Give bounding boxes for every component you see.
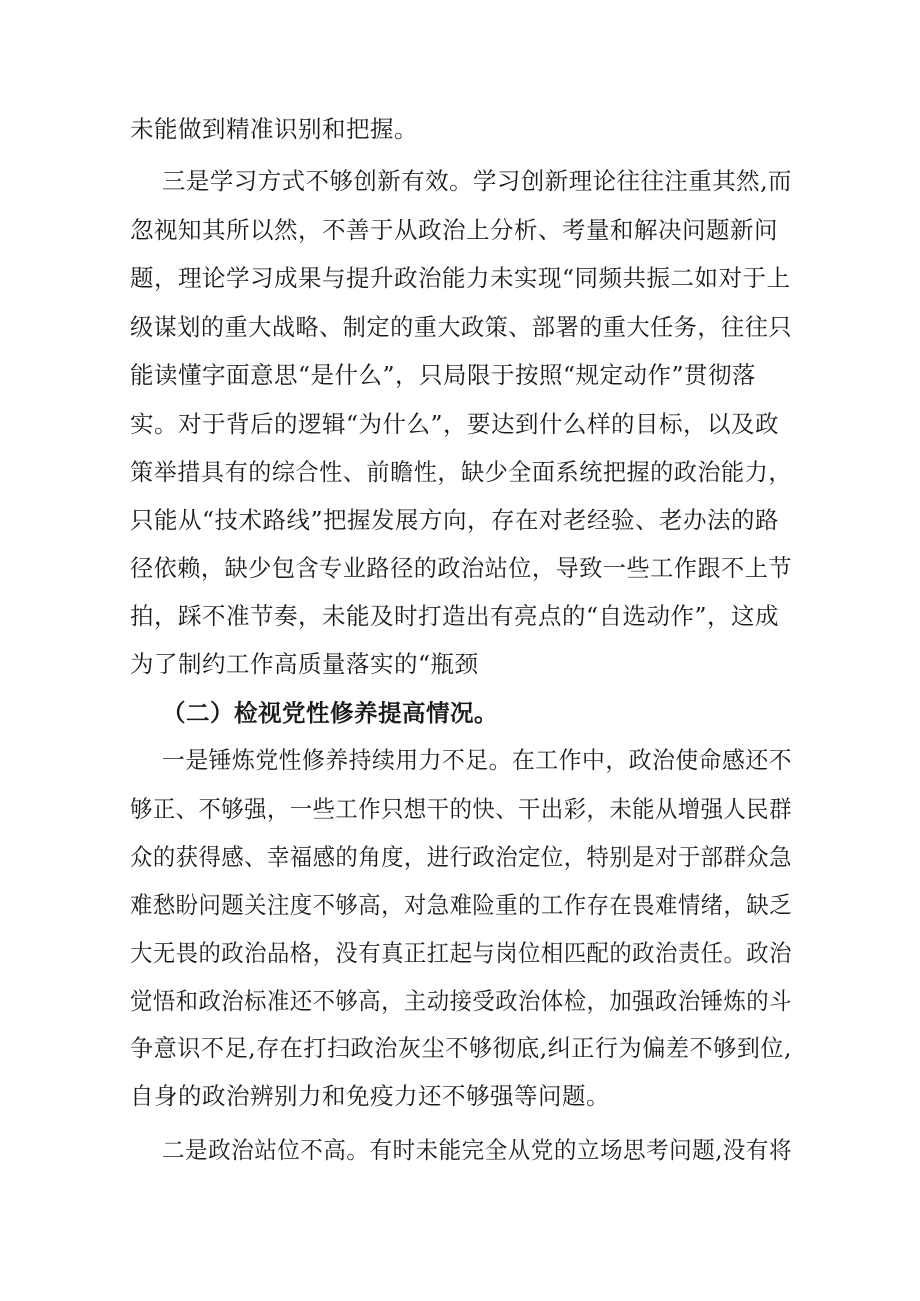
- text-line: 径依赖，缺少包含专业路径的政治站位，导致一些工作跟不上节: [130, 554, 792, 582]
- text-line: 忽视知其所以然，不善于从政治上分析、考量和解决问题新问: [130, 216, 778, 244]
- text-line: 未能做到精准识别和把握。: [130, 115, 418, 143]
- paragraph-first-line: 三是学习方式不够创新有效。学习创新理论往往注重其然,而: [162, 167, 792, 195]
- text-line: 够正、不够强，一些工作只想干的快、干出彩，未能从增强人民群: [130, 795, 792, 823]
- text-line: 自身的政治辨别力和免疫力还不够强等问题。: [130, 1082, 610, 1110]
- text-line: 拍，踩不准节奏，未能及时打造出有亮点的“自选动作”，这成: [130, 602, 780, 630]
- text-line: 实。对于背后的逻辑“为什么”，要达到什么样的目标，以及政: [130, 410, 780, 438]
- text-line: 题，理论学习成果与提升政治能力未实现“同频共振二如对于上: [130, 264, 791, 292]
- text-line: 能读懂字面意思“是什么”，只局限于按照“规定动作”贯彻落: [130, 361, 757, 389]
- paragraph-first-line: 一是锤炼党性修养持续用力不足。在工作中，政治使命感还不: [162, 746, 792, 774]
- text-line: 众的获得感、幸福感的角度，进行政治定位，特别是对于部群众急: [130, 843, 792, 871]
- section-heading: （二）检视党性修养提高情况。: [162, 699, 498, 727]
- text-line: 争意识不足,存在打扫政治灰尘不够彻底,纠正行为偏差不够到位,: [130, 1034, 792, 1062]
- text-line: 为了制约工作高质量落实的“瓶颈: [130, 650, 479, 678]
- text-line: 难愁盼问题关注度不够高，对急难险重的工作存在畏难情绪，缺乏: [130, 891, 792, 919]
- text-line: 大无畏的政治品格，没有真正扛起与岗位相匹配的政治责任。政治: [130, 939, 792, 967]
- text-line: 级谋划的重大战略、制定的重大政策、部署的重大任务，往往只: [130, 313, 792, 341]
- text-line: 觉悟和政治标准还不够高，主动接受政治体检，加强政治锤炼的斗: [130, 987, 792, 1015]
- text-line: 只能从“技术路线”把握发展方向，存在对老经验、老办法的路: [130, 506, 780, 534]
- text-line: 策举措具有的综合性、前瞻性，缺少全面系统把握的政治能力，: [130, 458, 792, 486]
- paragraph-first-line: 二是政治站位不高。有时未能完全从党的立场思考问题,没有将: [162, 1136, 793, 1164]
